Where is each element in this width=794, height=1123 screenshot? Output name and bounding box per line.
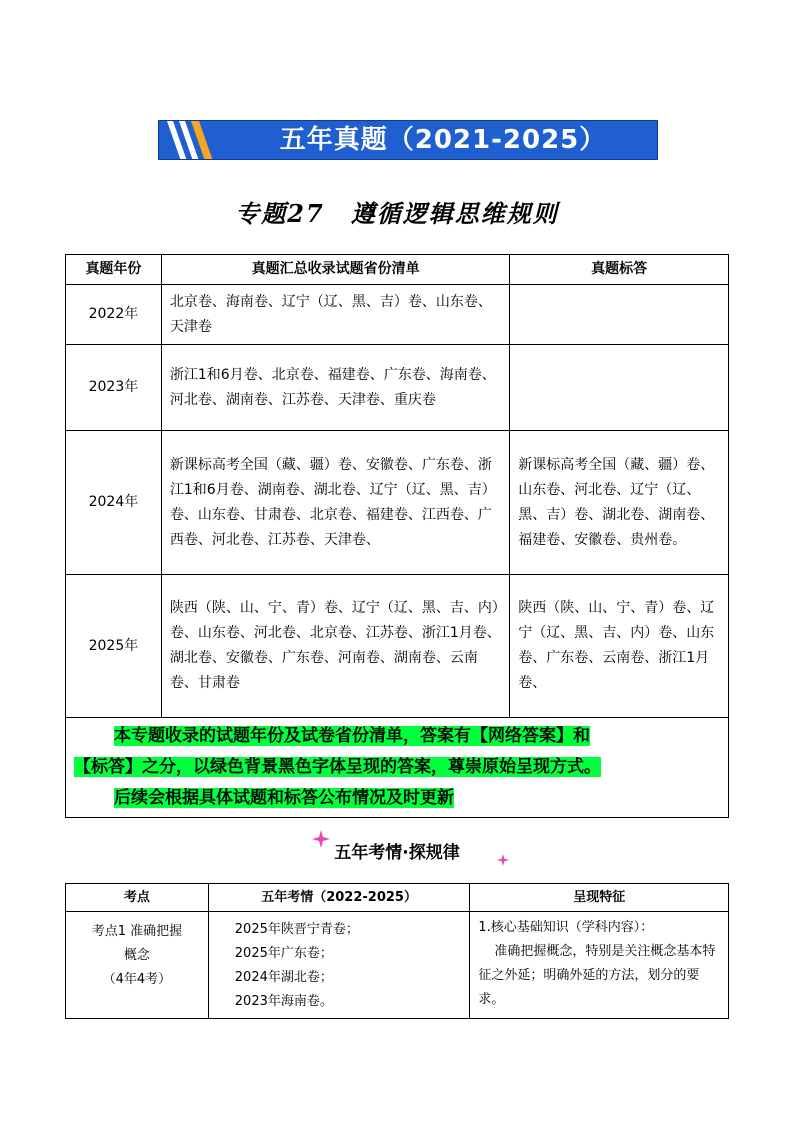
province-list-table [65, 254, 729, 818]
row-year: 2025年 [66, 575, 162, 718]
row-list: 北京卷、海南卷、辽宁（辽、黑、吉）卷、山东卷、天津卷 [161, 285, 509, 345]
banner-title: 五年真题（2021-2025） [279, 125, 607, 155]
header-answer: 真题标答 [510, 255, 729, 285]
stripes-decoration-icon [165, 121, 225, 160]
trend-cell [208, 912, 470, 1019]
kaodian-line-3: （4年4考） [102, 972, 172, 987]
trend-item: 2023年海南卷。 [234, 994, 333, 1009]
section-title [0, 838, 794, 863]
trend-item: 2025年陕晋宁青卷； [234, 922, 359, 937]
notice-line-2: 【标答】之分，以绿色背景黑色字体呈现的答案，尊崇原始呈现方式。 [74, 757, 601, 777]
row-year: 2022年 [66, 285, 162, 345]
feature-heading: 1.核心基础知识（学科内容）： [478, 920, 654, 935]
sparkle-right-icon [497, 854, 509, 866]
notice-line-3: 后续会根据具体试题和标答公布情况及时更新 [114, 788, 454, 808]
table-row [66, 431, 729, 575]
row-year: 2023年 [66, 345, 162, 431]
row-list: 陕西（陕、山、宁、青）卷、辽宁（辽、黑、吉、内）卷、山东卷、河北卷、北京卷、江苏卷、浙江1月卷、湖北卷、安徽卷、广东卷、河南卷、湖南卷、云南卷、甘肃卷 [161, 575, 509, 718]
header-trend: 五年考情（2022-2025） [208, 884, 470, 912]
table-row [66, 912, 729, 1019]
section-title-text: 五年考情·探规律 [334, 843, 460, 863]
notice-cell [66, 718, 729, 818]
notice-line-1: 本专题收录的试题年份及试卷省份清单，答案有【网络答案】和 [114, 726, 590, 746]
table-header-row [66, 884, 729, 912]
row-answer: 新课标高考全国（藏、疆）卷、山东卷、河北卷、辽宁（辽、黑、吉）卷、湖北卷、湖南卷、福建卷、安徽卷、贵州卷。 [510, 431, 729, 575]
kaodian-line-1: 考点1 准确把握 [91, 924, 183, 939]
table-row [66, 575, 729, 718]
trend-item: 2024年湖北卷； [234, 970, 333, 985]
feature-cell [470, 912, 729, 1019]
sparkle-left-icon [312, 830, 330, 848]
notice-row [66, 718, 729, 818]
table-row [66, 285, 729, 345]
row-answer: 陕西（陕、山、宁、青）卷、辽宁（辽、黑、吉、内）卷、山东卷、广东卷、云南卷、浙江1月卷、 [510, 575, 729, 718]
row-list: 浙江1和6月卷、北京卷、福建卷、广东卷、海南卷、河北卷、湖南卷、江苏卷、天津卷、重庆卷 [161, 345, 509, 431]
row-answer [510, 345, 729, 431]
row-answer [510, 285, 729, 345]
header-year: 真题年份 [66, 255, 162, 285]
header-kaodian: 考点 [66, 884, 209, 912]
trend-item: 2025年广东卷； [234, 946, 333, 961]
header-feature: 呈现特征 [470, 884, 729, 912]
row-list: 新课标高考全国（藏、疆）卷、安徽卷、广东卷、浙江1和6月卷、湖南卷、湖北卷、辽宁（辽、黑、吉）卷、山东卷、甘肃卷、北京卷、福建卷、江西卷、广西卷、河北卷、江苏卷、天津卷、 [161, 431, 509, 575]
row-year: 2024年 [66, 431, 162, 575]
table-header-row [66, 255, 729, 285]
header-list: 真题汇总收录试题省份清单 [161, 255, 509, 285]
feature-body: 准确把握概念，特别是关注概念基本特征之外延；明确外延的方法，划分的要求。 [478, 944, 716, 1007]
table-row [66, 345, 729, 431]
kaodian-cell [66, 912, 209, 1019]
title-banner [158, 120, 658, 160]
topic-subtitle: 专题27 遵循逻辑思维规则 [235, 199, 559, 228]
exam-trend-table [65, 883, 729, 1019]
kaodian-line-2: 概念 [123, 948, 150, 963]
